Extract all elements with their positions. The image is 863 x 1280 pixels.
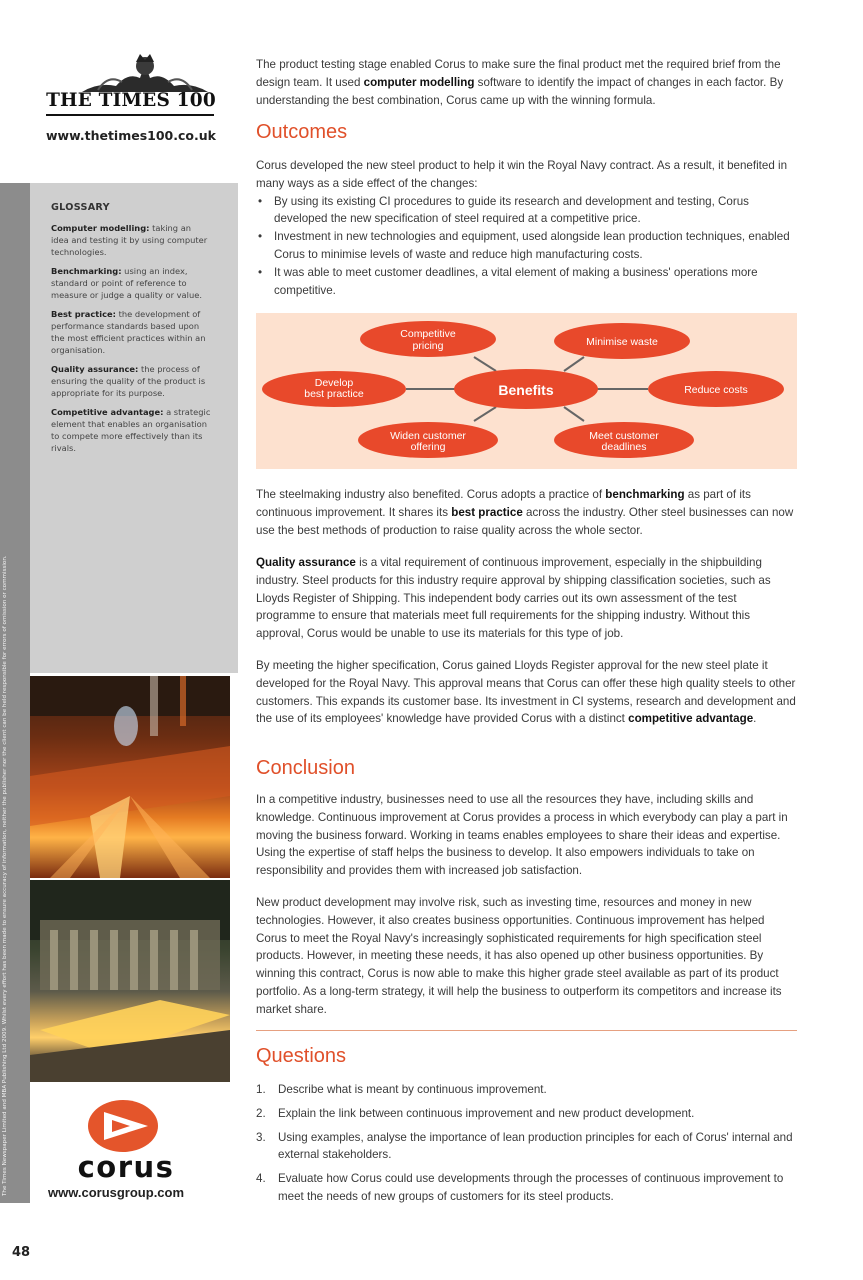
corus-site-url[interactable]: www.corusgroup.com bbox=[48, 1185, 185, 1200]
list-item: • It was able to meet customer deadlines, a vital element of making a business' operations more competitive. bbox=[256, 264, 796, 300]
questions-list bbox=[256, 1081, 796, 1206]
steel-cutting-photo bbox=[30, 676, 230, 878]
connector bbox=[564, 357, 584, 371]
rolling-mill-graphic bbox=[30, 880, 230, 1082]
glossary-entry: Computer modelling: taking an idea and testing it by using computer technologies. bbox=[51, 223, 208, 257]
royal-crest-logo bbox=[78, 52, 212, 94]
node-label: pricing bbox=[412, 340, 444, 352]
times100-site-url[interactable]: www.thetimes100.co.uk bbox=[46, 128, 216, 143]
list-item: 4. Evaluate how Corus could use developments through the processes of continuous improvement to meet the needs of new groups of customers for its steel products. bbox=[256, 1172, 784, 1203]
glossary-entry: Benchmarking: using an index, standard or point of reference to measure or judge a quality or value. bbox=[51, 266, 202, 300]
connector bbox=[564, 407, 584, 421]
logo-underline bbox=[46, 114, 214, 116]
list-item: • Investment in new technologies and equipment, used alongside lean production techniques, enabled Corus to minimise levels of waste and reduce high manufacturing costs. bbox=[256, 228, 796, 264]
conclusion-paragraph-2: New product development may involve risk, such as investing time, resources and money in new technologies. However, it also creates business opportunities. Continuous improvement has helped Corus to meet the Royal Navy's increasingly sophisticated requirements for high specification steel products. However, in meeting these needs, it has also opened up other business opportunities. By winning this contract, Corus is now able to make this higher grade steel available as part of its product portfolio. As a long-term strategy, it will help the business to outperform its competitors and increase its market share. bbox=[256, 896, 782, 1016]
corus-wordmark: corus bbox=[77, 1150, 175, 1184]
sparks-graphic bbox=[30, 676, 230, 878]
node-label: Competitive bbox=[400, 328, 456, 340]
section-divider bbox=[256, 1030, 797, 1031]
glossary-entry: Best practice: the development of performance standards based upon the most efficient practices within an organisation. bbox=[51, 309, 206, 355]
node-label: Widen customer bbox=[390, 430, 466, 442]
lloyds-paragraph: By meeting the higher specification, Corus gained Lloyds Register approval for the new steel plate it developed for the Royal Navy. This approval means that Corus can offer these high quality steels to other customers. This expands its customer base. Its investment in CI systems, research and development and the use of its employees' knowledge have provided Corus with a distinct competitive advantage. bbox=[256, 659, 796, 726]
quality-assurance-paragraph: Quality assurance is a vital requirement of continuous improvement, especially in the shipbuilding industry. Steel products for this industry require approval by shipping classification societies, such as Lloyds Register of Shipping. This independent body carries out its own assessment of the test programme to ensure that materials meet full requirements for the shipping industry. Without this approval, Corus would be unable to use its materials for this type of job. bbox=[256, 556, 771, 641]
node-label: Reduce costs bbox=[684, 384, 748, 396]
list-item: 1. Describe what is meant by continuous improvement. bbox=[256, 1083, 547, 1096]
outcomes-section bbox=[256, 157, 796, 299]
node-label: offering bbox=[410, 441, 446, 453]
times-100-logo-title: THE TIMES 100 bbox=[46, 90, 216, 111]
glossary-entry: Quality assurance: the process of ensuring the quality of the product is appropriate for its purpose. bbox=[51, 364, 206, 398]
questions-heading: Questions bbox=[256, 1045, 347, 1067]
benefits-diagram-graphic bbox=[256, 313, 797, 469]
node-label: Meet customer bbox=[589, 430, 659, 442]
benchmarking-paragraph: The steelmaking industry also benefited. Corus adopts a practice of benchmarking as part of its continuous improvement. It shares its best practice across the industry. Other steel businesses can now use the best methods of production to raise quality across the whole sector. bbox=[256, 488, 794, 537]
questions-section bbox=[256, 1081, 796, 1212]
node-label: Develop bbox=[314, 377, 354, 389]
glossary bbox=[51, 202, 211, 461]
rolling-mill-photo bbox=[30, 880, 230, 1082]
connector bbox=[474, 407, 496, 421]
conclusion-paragraph-1: In a competitive industry, businesses need to use all the resources they have, including skills and knowledge. Continuous improvement at Corus provides a process in which everybody can play a part in moving the business forward. Working in teams enables employees to share their ideas and expertise. Using the expertise of staff helps the business to develop. It also empowers individuals to take on responsibility and provides them with increased job satisfaction. bbox=[256, 793, 788, 878]
glossary-entry: Competitive advantage: a strategic element that enables an organisation to compete more effectively than its rivals. bbox=[51, 407, 211, 453]
glossary-title: GLOSSARY bbox=[51, 202, 110, 213]
conclusion-heading: Conclusion bbox=[256, 757, 355, 779]
node-label: deadlines bbox=[601, 441, 647, 453]
node-label: best practice bbox=[304, 388, 364, 400]
outcomes-lead: Corus developed the new steel product to help it win the Royal Navy contract. As a result, it benefited in many ways as a side effect of the changes: bbox=[256, 159, 788, 190]
list-item: 2. Explain the link between continuous improvement and new product development. bbox=[256, 1106, 695, 1120]
benefits-diagram bbox=[256, 313, 797, 469]
outcomes-heading: Outcomes bbox=[256, 121, 348, 143]
list-item: • By using its existing CI procedures to guide its research and development and testing, Corus developed the new specification of steel required at a competitive price. bbox=[256, 193, 796, 229]
outcomes-list bbox=[256, 193, 796, 300]
intro-paragraph: The product testing stage enabled Corus to make sure the final product met the required brief from the design team. It used computer modelling software to identify the impact of changes in each factor. By understanding the best combination, Corus came up with the winning formula. bbox=[256, 58, 784, 107]
page-number: 48 bbox=[12, 1245, 31, 1260]
node-label: Minimise waste bbox=[586, 336, 658, 348]
connector bbox=[474, 357, 496, 371]
corus-logo-mark bbox=[86, 1098, 160, 1154]
list-item: 3. Using examples, analyse the importance of lean production principles for each of Corus' internal and external stakeholders. bbox=[256, 1130, 793, 1162]
center-label: Benefits bbox=[498, 382, 554, 398]
